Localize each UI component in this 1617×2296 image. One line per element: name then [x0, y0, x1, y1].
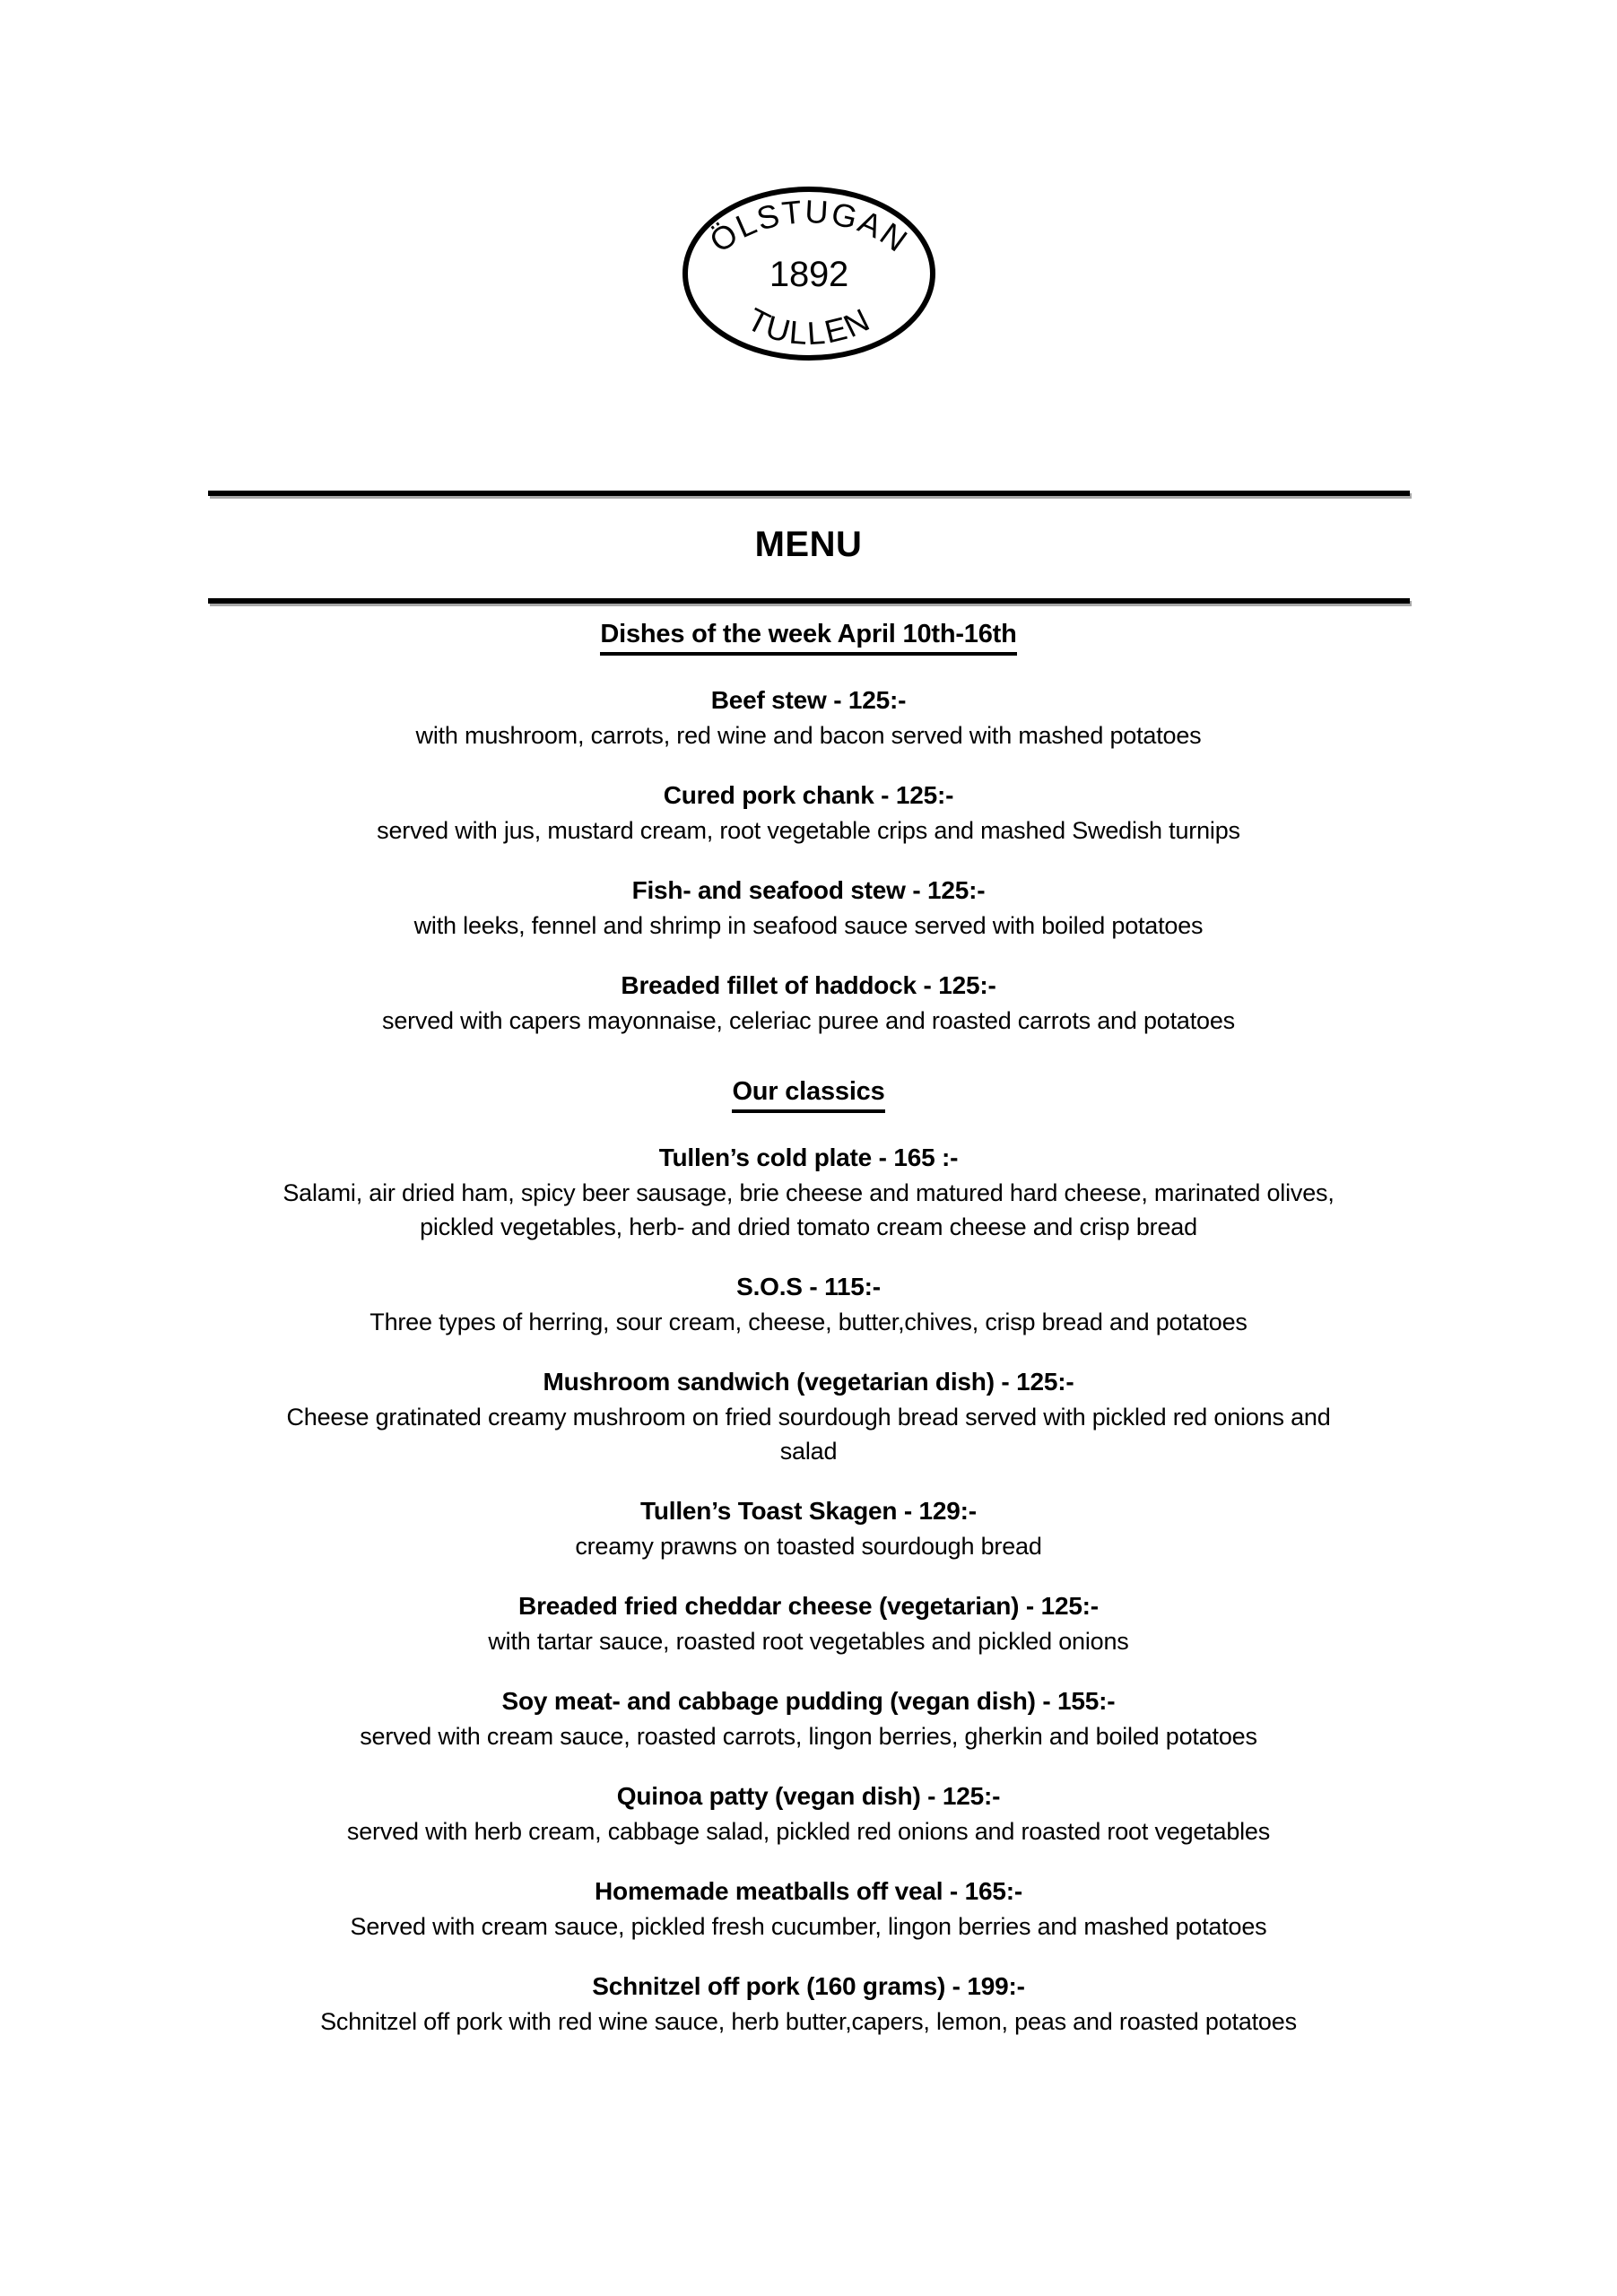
dish-description: served with jus, mustard cream, root vegetable crips and mashed Swedish turnips	[377, 817, 1240, 844]
dish-description: Served with cream sauce, pickled fresh cucumber, lingon berries and mashed potatoes	[350, 1913, 1267, 1940]
dish-description: served with cream sauce, roasted carrots, lingon berries, gherkin and boiled potatoes	[360, 1723, 1257, 1750]
dish-description: creamy prawns on toasted sourdough bread	[575, 1533, 1042, 1560]
dish-title: Mushroom sandwich (vegetarian dish) - 125:-	[543, 1368, 1074, 1396]
dish-title: S.O.S - 115:-	[736, 1273, 881, 1300]
restaurant-stamp-logo	[679, 184, 939, 363]
dish-description: served with capers mayonnaise, celeriac puree and roasted carrots and potatoes	[382, 1007, 1235, 1034]
dish-mushroom-sandwich	[0, 1364, 1617, 1468]
section-our-classics	[0, 1077, 1617, 2039]
dish-description: served with herb cream, cabbage salad, pickled red onions and roasted root vegetables	[346, 1818, 1271, 1845]
dish-title: Beef stew - 125:-	[710, 686, 907, 714]
section-heading-weekly: Dishes of the week April 10th-16th	[0, 620, 1617, 656]
dish-title: Breaded fillet of haddock - 125:-	[621, 971, 996, 999]
dish-homemade-meatballs	[0, 1874, 1617, 1944]
dish-title: Fish- and seafood stew - 125:-	[631, 876, 986, 904]
dish-schnitzel-off-pork	[0, 1969, 1617, 2039]
dish-soy-meat-cabbage-pudding	[0, 1683, 1617, 1753]
dish-description: Schnitzel off pork with red wine sauce, herb butter,capers, lemon, peas and roasted potatoes	[320, 2008, 1297, 2035]
dish-description: with tartar sauce, roasted root vegetables and pickled onions	[488, 1628, 1129, 1655]
dish-title: Tullen’s Toast Skagen - 129:-	[640, 1497, 977, 1525]
horizontal-rule-top	[208, 491, 1410, 496]
dish-description: Salami, air dried ham, spicy beer sausage, brie cheese and matured hard cheese, marinated olives, pickled vegetables, herb- and dried tomato cream cheese and crisp bread	[283, 1179, 1334, 1240]
section-dishes-of-the-week	[0, 620, 1617, 1038]
dish-title: Schnitzel off pork (160 grams) - 199:-	[592, 1972, 1025, 2000]
logo-container	[0, 0, 1617, 363]
dish-sos	[0, 1269, 1617, 1339]
dish-description: with mushroom, carrots, red wine and bacon served with mashed potatoes	[415, 722, 1202, 749]
dish-title: Soy meat- and cabbage pudding (vegan dish) - 155:-	[501, 1687, 1116, 1715]
dish-title: Homemade meatballs off veal - 165:-	[595, 1877, 1022, 1905]
section-heading-classics: Our classics	[0, 1077, 1617, 1113]
dish-tullens-cold-plate	[0, 1140, 1617, 1244]
dish-title: Cured pork chank - 125:-	[663, 781, 954, 809]
dish-description: Cheese gratinated creamy mushroom on fried sourdough bread served with pickled red onions and salad	[286, 1404, 1331, 1465]
dish-breaded-fried-cheddar-cheese	[0, 1588, 1617, 1658]
dish-tullens-toast-skagen	[0, 1493, 1617, 1563]
dish-cured-pork-chank	[0, 778, 1617, 848]
logo-year-text: 1892	[769, 255, 848, 294]
dish-title: Breaded fried cheddar cheese (vegetarian) - 125:-	[518, 1592, 1099, 1620]
dish-beef-stew	[0, 683, 1617, 752]
logo-top-text: ÖLSTUGAN	[702, 192, 916, 260]
dish-description: with leeks, fennel and shrimp in seafood sauce served with boiled potatoes	[413, 912, 1204, 939]
logo-bottom-text: TULLEN	[741, 300, 876, 352]
horizontal-rule-bottom	[208, 598, 1410, 604]
dish-description: Three types of herring, sour cream, cheese, butter,chives, crisp bread and potatoes	[369, 1309, 1248, 1335]
dish-title: Quinoa patty (vegan dish) - 125:-	[616, 1782, 1001, 1810]
page-title: MENU	[754, 525, 863, 564]
dish-title: Tullen’s cold plate - 165 :-	[658, 1144, 959, 1171]
dish-breaded-fillet-of-haddock	[0, 968, 1617, 1038]
dish-quinoa-patty	[0, 1779, 1617, 1848]
dish-fish-and-seafood-stew	[0, 873, 1617, 943]
